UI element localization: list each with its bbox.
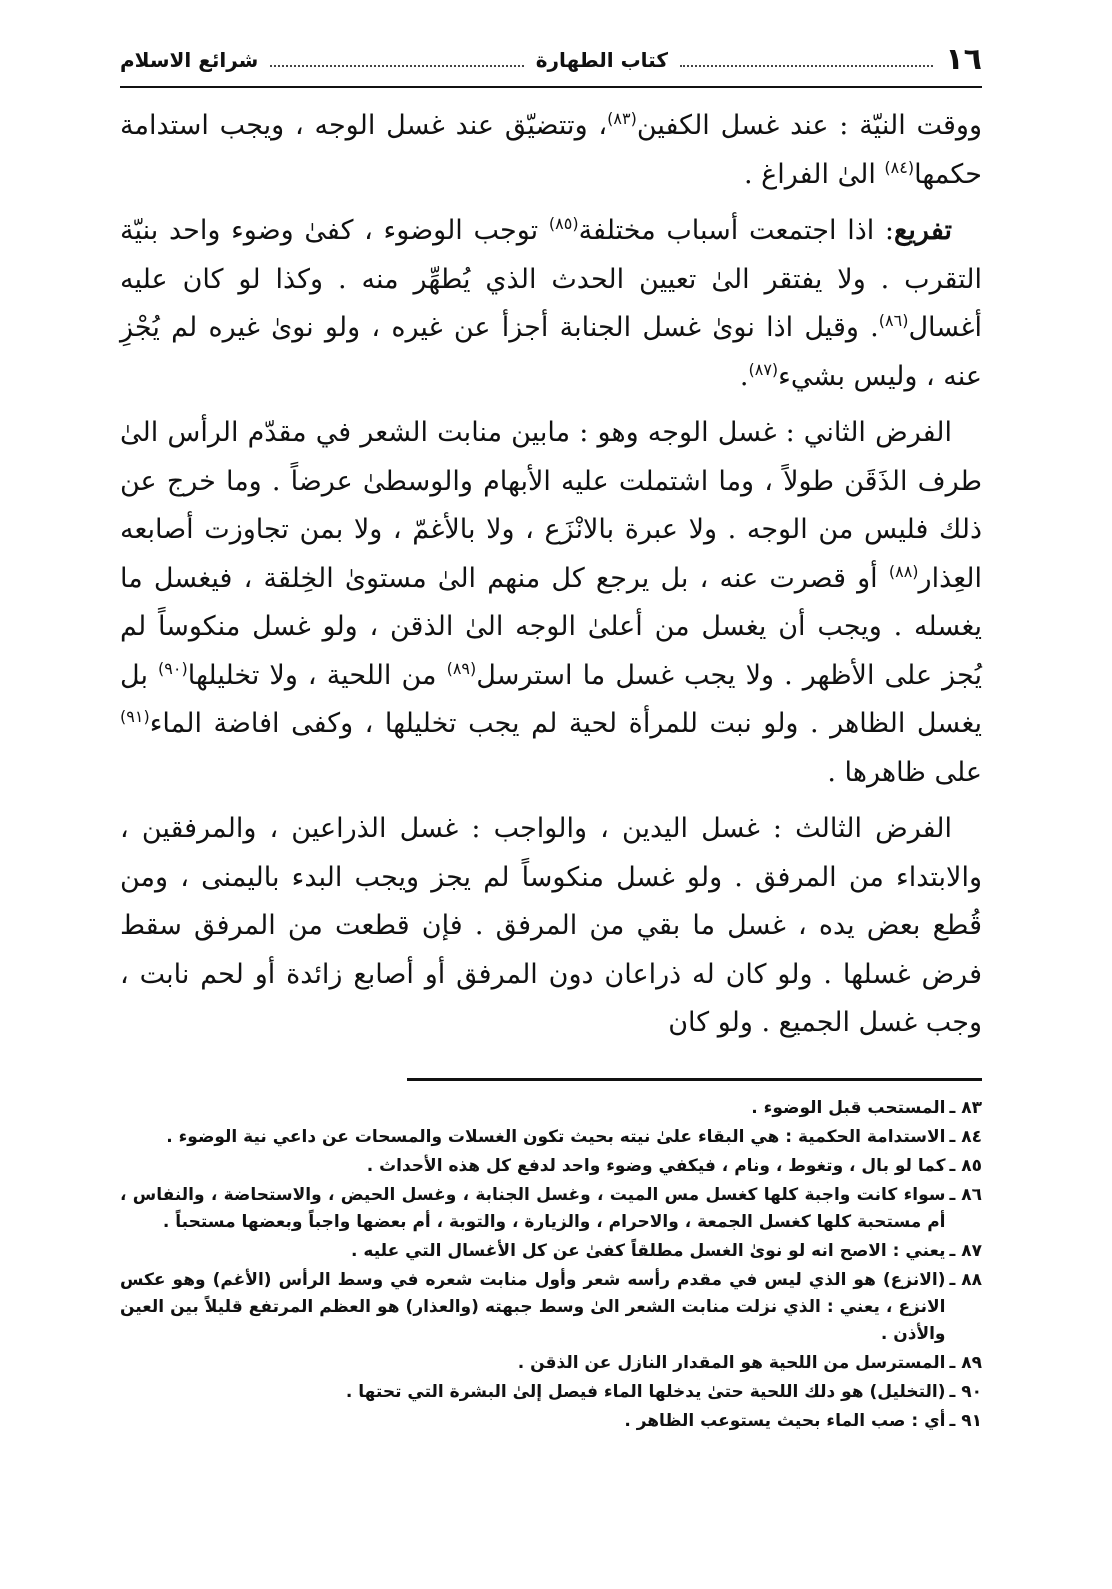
footnote: ٨٦ ـ سواء كانت واجبة كلها كغسل مس الميت ، وغسل الجنابة ، وغسل الحيض ، والاستحاضة ، والنفاس ، أم مستحبة كلها كغسل الجمعة ، والاحرام ، والزيارة ، والتوبة ، أم بعضها واجباً وبعضها مستحباً . — [120, 1184, 982, 1232]
footnote: ٨٣ ـ المستحب قبل الوضوء . — [751, 1097, 982, 1118]
paragraph-niyya: ووقت النيّة : عند غسل الكفين$^{(٨٣)}$، وتتضيّق عند غسل الوجه ، ويجب استدامة حكمها$^{(٨٤)}$ الىٰ الفراغ . — [120, 109, 982, 190]
paragraph-tafri: تفريع: اذا اجتمعت أسباب مختلفة$^{(٨٥)}$ توجب الوضوء ، كفىٰ وضوء واحد بنيّة التقرب . ولا يفتقر الىٰ تعيين الحدث الذي يُطهِّر منه . وكذا لو كان عليه أغسال$^{(٨٦)}$. وقيل اذا نوىٰ غسل الجنابة أجزأ عن غيره ، ولو نوىٰ غيره لم يُجْزِ عنه ، وليس بشيء$^{(٨٧)}$. — [120, 214, 982, 392]
footnote-separator — [407, 1078, 982, 1081]
book-title: شرائع الاسلام — [119, 48, 259, 72]
footnote-ref[interactable]: (٨٩) — [446, 658, 477, 678]
footnote-ref[interactable]: (٨٤) — [884, 157, 915, 177]
footnotes — [120, 1095, 982, 1435]
footnote: ٨٧ ـ يعني : الاصح انه لو نوىٰ الغسل مطلقاً كفىٰ عن كل الأغسال التي عليه . — [351, 1240, 982, 1261]
footnote-ref[interactable]: (٩٠) — [158, 658, 188, 678]
footnote-ref[interactable]: (٨٧) — [748, 359, 779, 379]
header-dotted-leader — [270, 53, 523, 67]
main-text — [120, 102, 982, 1048]
footnote-ref[interactable]: (٨٥) — [548, 214, 579, 233]
footnote: ٩٠ ـ (التخليل) هو دلك اللحية حتىٰ يدخلها الماء فيصل إلىٰ البشرة التي تحتها . — [345, 1381, 982, 1402]
footnote-ref[interactable]: (٩١) — [120, 707, 150, 726]
paragraph-third-obligation: الفرض الثالث : غسل اليدين ، والواجب : غسل الذراعين ، والمرفقين ، والابتداء من المرفق . ولو غسل منكوساً لم يجز ويجب البدء باليمنى ، ومن قُطع بعض يده ، غسل ما بقي من المرفق . فإن قطعت من المرفق سقط فرض غسلها . ولو كان له ذراعان دون المرفق أو أصابع زائدة أو لحم نابت ، وجب غسل الجميع . ولو كان — [120, 813, 982, 1038]
footnote: ٨٨ ـ (الانزع) هو الذي ليس في مقدم رأسه شعر وأول منابت شعره في وسط الرأس (الأغم) وهو عكس الانزع ، يعني : الذي نزلت منابت الشعر الىٰ وسط جبهته (والعذار) هو العظم المرتفع قليلاً بين العين والأذن . — [120, 1269, 982, 1344]
footnote-ref[interactable]: (٨٦) — [878, 311, 909, 330]
header-dotted-leader — [680, 53, 933, 67]
footnote: ٨٤ ـ الاستدامة الحكمية : هي البقاء علىٰ نيته بحيث تكون الغسلات والمسحات عن داعي نية الوضوء . — [166, 1126, 982, 1147]
page-number: ١٦ — [945, 42, 982, 77]
book-page — [120, 38, 982, 1437]
chapter-title: كتاب الطهارة — [535, 48, 668, 72]
running-header — [120, 38, 982, 88]
footnote: ٨٩ ـ المسترسل من اللحية هو المقدار النازل عن الذقن . — [517, 1352, 982, 1373]
footnote: ٨٥ ـ كما لو بال ، وتغوط ، ونام ، فيكفي وضوء واحد لدفع كل هذه الأحداث . — [366, 1155, 982, 1176]
paragraph-lead-word: تفريع — [894, 215, 952, 246]
footnote: ٩١ ـ أي : صب الماء بحيث يستوعب الظاهر . — [624, 1410, 982, 1431]
footnote-ref[interactable]: (٨٣) — [607, 109, 637, 128]
paragraph-second-obligation: الفرض الثاني : غسل الوجه وهو : مابين منابت الشعر في مقدّم الرأس الىٰ طرف الذَقَن طولاً ، وما اشتملت عليه الأبهام والوسطىٰ عرضاً . وما خرج عن ذلك فليس من الوجه . ولا عبرة بالانْزَع ، ولا بالأغمّ ، ولا بمن تجاوزت أصابعه العِذار$^{(٨٨)}$ أو قصرت عنه ، بل يرجع كل منهم الىٰ مستوىٰ الخِلقة ، فيغسل ما يغسله . ويجب أن يغسل من أعلىٰ الوجه الىٰ الذقن ، ولو غسل منكوساً لم يُجز على الأظهر . ولا يجب غسل ما استرسل$^{(٨٩)}$ من اللحية ، ولا تخليلها$^{(٩٠)}$ بل يغسل الظاهر . ولو نبت للمرأة لحية لم يجب تخليلها ، وكفى افاضة الماء$^{(٩١)}$ على ظاهرها . — [120, 417, 982, 788]
footnote-ref[interactable]: (٨٨) — [888, 561, 919, 581]
